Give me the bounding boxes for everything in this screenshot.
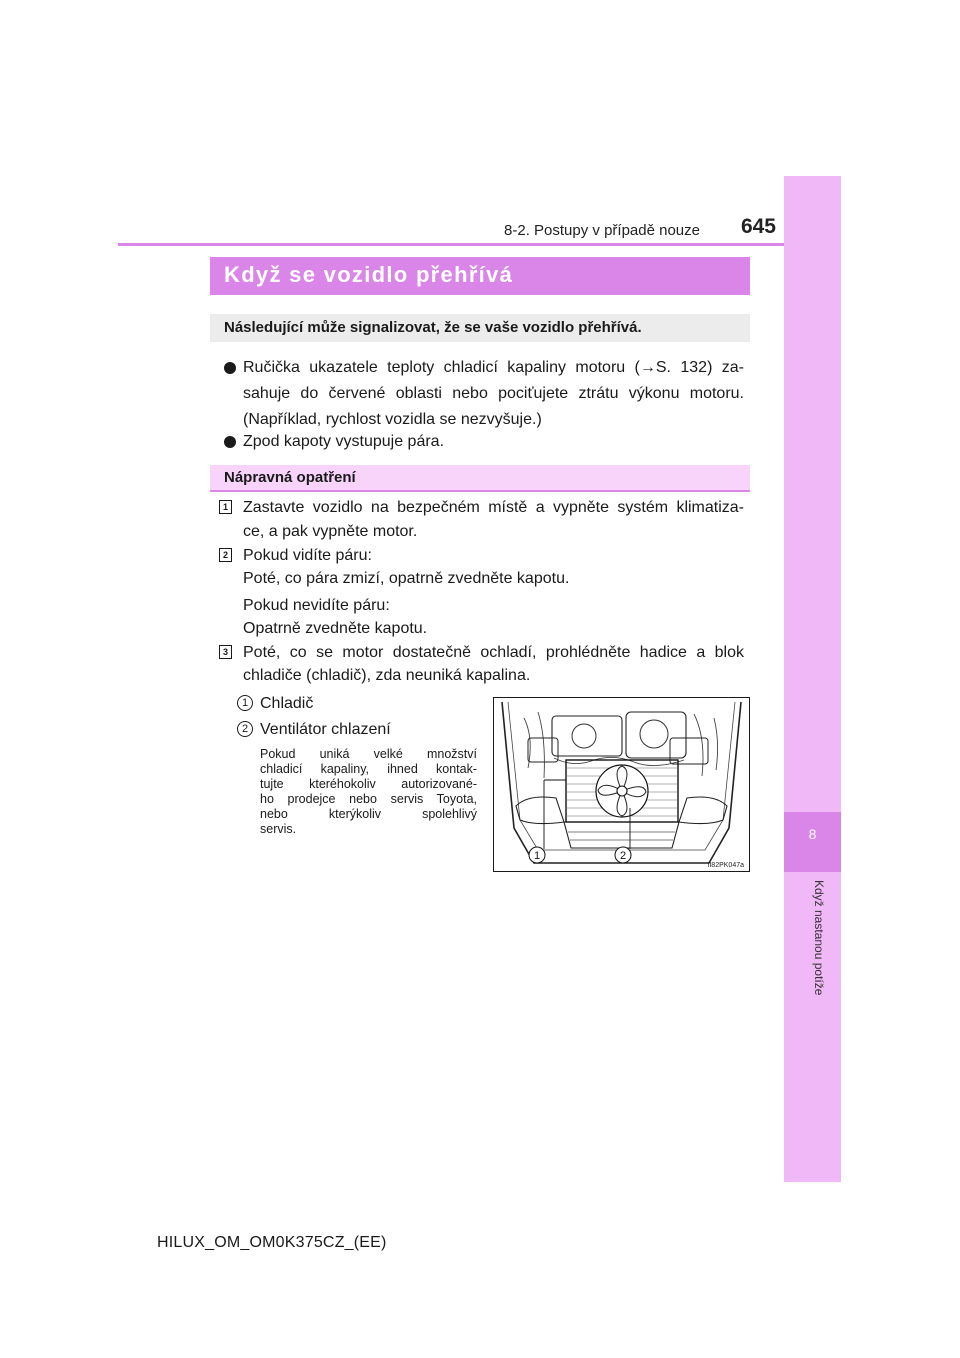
step-3-line-2: chladiče (chladič), zda neuniká kapalina. — [243, 667, 531, 684]
step-1-line-1: Zastavte vozidlo na bezpečném místě a vypněte systém klimatiza- — [243, 499, 744, 516]
symptom-1-line-1: Ručička ukazatele teploty chladicí kapaliny motoru (→S. 132) za- — [243, 359, 744, 376]
note-line-4: ho prodejce nebo servis Toyota, — [260, 792, 477, 806]
legend-label-radiator: Chladič — [260, 695, 314, 712]
footer-doc-code: HILUX_OM_OM0K375CZ_(EE) — [157, 1234, 387, 1251]
chapter-number-block — [784, 812, 841, 872]
symptom-1-line-2: sahuje do červené oblasti nebo pociťujete ztrátu výkonu motoru. — [243, 385, 744, 402]
note-line-1: Pokud uniká velké množství — [260, 747, 477, 761]
step-number-box: 1 — [219, 500, 232, 514]
step-2-line-2: Poté, co pára zmizí, opatrně zvedněte kapotu. — [243, 570, 570, 587]
step-1-line-2: ce, a pak vypněte motor. — [243, 523, 418, 540]
symptom-1-line-3: (Například, rychlost vozidla se nezvyšuje.) — [243, 411, 542, 428]
step-2-line-4: Opatrně zvedněte kapotu. — [243, 620, 428, 637]
section-title: Když se vozidlo přehřívá — [224, 262, 514, 287]
header-rule — [118, 243, 784, 246]
step-3-line-1: Poté, co se motor dostatečně ochladí, prohlédněte hadice a blok — [243, 644, 744, 661]
engine-bay-drawing — [494, 698, 749, 871]
chapter-number: 8 — [808, 826, 817, 842]
page-number: 645 — [740, 215, 776, 238]
symptom-2-line-1: Zpod kapoty vystupuje pára. — [243, 433, 445, 450]
figure-callout-2: 2 — [619, 850, 627, 862]
engine-bay-illustration — [493, 697, 750, 872]
note-line-6: servis. — [260, 822, 297, 836]
intro-text: Následující může signalizovat, že se vaše vozidlo přehřívá. — [224, 319, 642, 336]
remedy-title: Nápravná opatření — [224, 469, 356, 486]
bullet-icon — [224, 362, 236, 374]
chapter-title: Když nastanou potíže — [812, 880, 826, 996]
note-line-3: tujte kteréhokoliv autorizované- — [260, 777, 477, 791]
step-number-box: 3 — [219, 645, 232, 659]
figure-callout-1: 1 — [533, 850, 541, 862]
bullet-icon — [224, 436, 236, 448]
header-section-title: 8-2. Postupy v případě nouze — [504, 222, 700, 239]
figure-code: II82PK047a — [707, 862, 744, 869]
note-line-5: nebo kterýkoliv spolehlivý — [260, 807, 477, 821]
step-2-line-3: Pokud nevidíte páru: — [243, 597, 390, 614]
step-2-line-1: Pokud vidíte páru: — [243, 547, 372, 564]
remedy-bar-rule — [210, 490, 750, 492]
legend-callout: 2 — [237, 721, 253, 737]
note-line-2: chladicí kapaliny, ihned kontak- — [260, 762, 477, 776]
step-number-box: 2 — [219, 548, 232, 562]
legend-label-cooling-fan: Ventilátor chlazení — [260, 721, 391, 738]
legend-callout: 1 — [237, 695, 253, 711]
